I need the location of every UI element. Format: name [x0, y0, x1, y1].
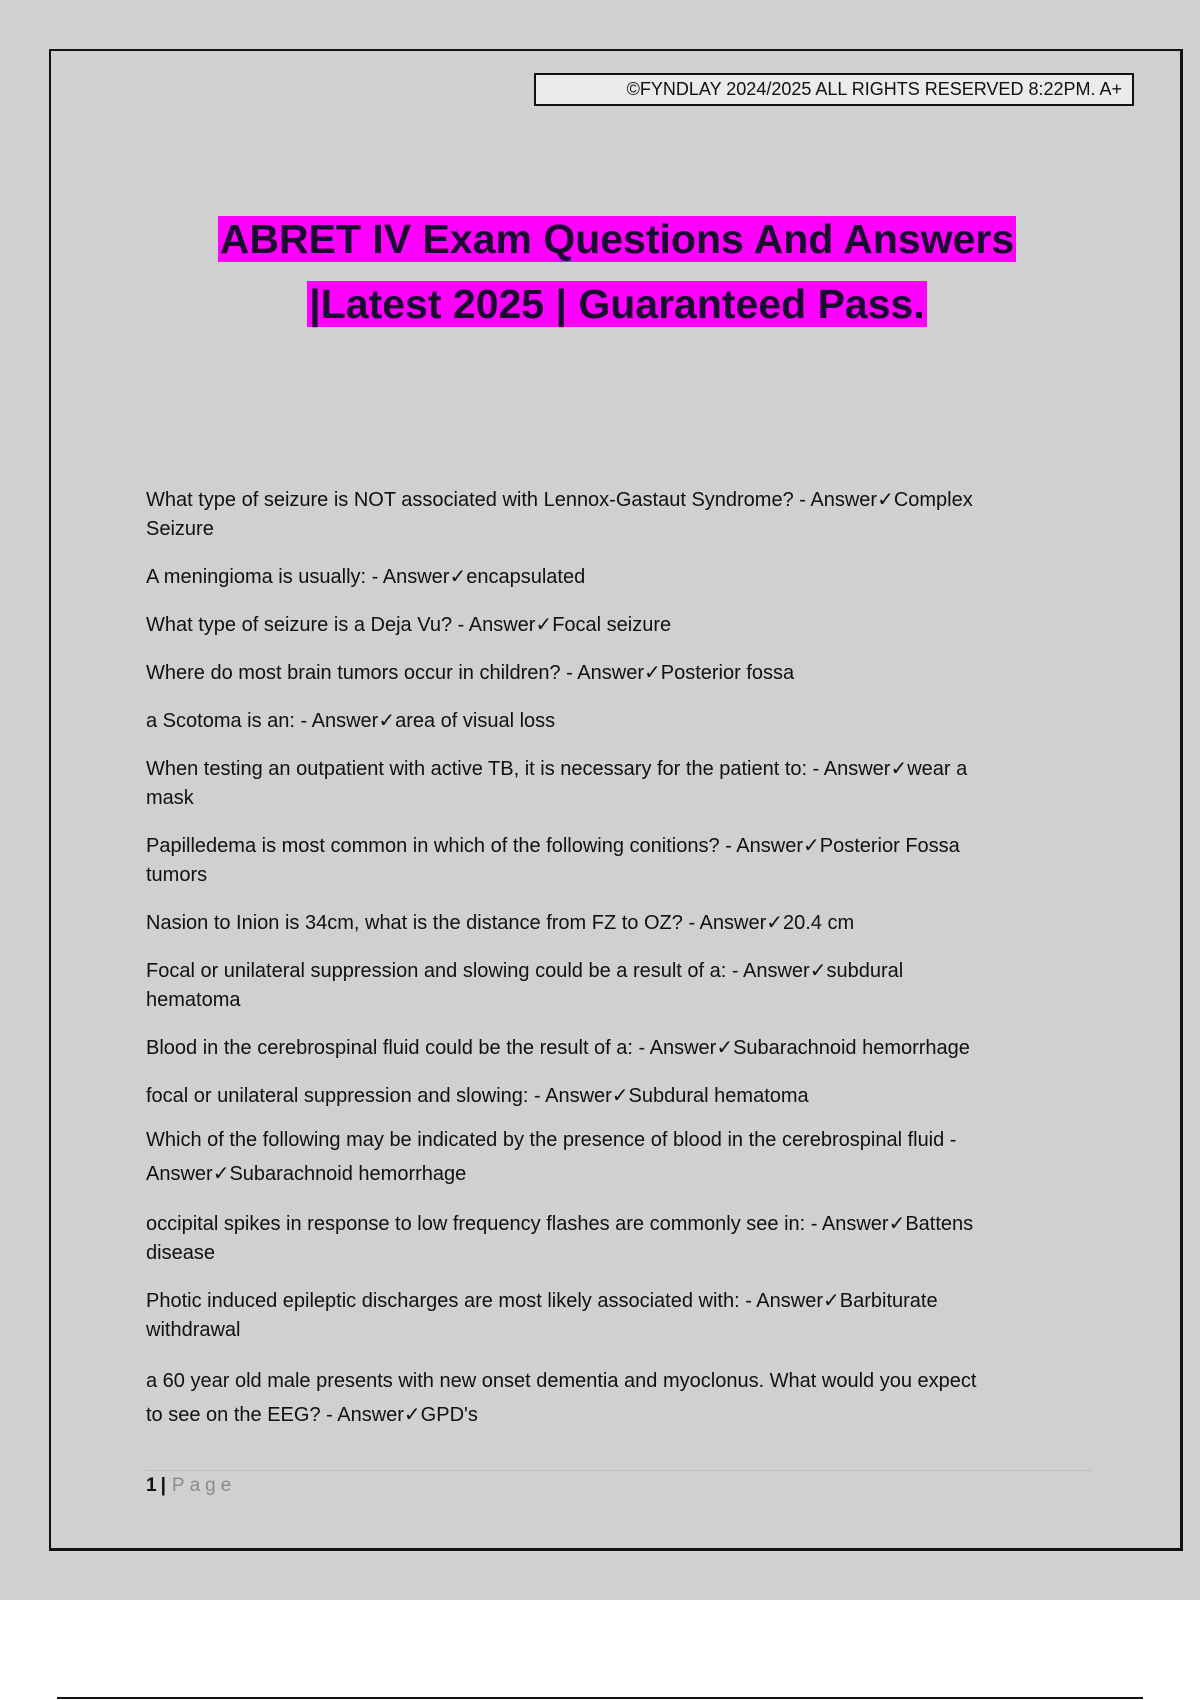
- qa-item: [146, 659, 1091, 688]
- qa-text-cont: withdrawal: [146, 1319, 241, 1341]
- qa-text: Focal or unilateral suppression and slowing could be a result of a: - Answer✓subdural: [146, 960, 904, 982]
- page-label: Page: [171, 1475, 237, 1496]
- qa-text-cont: tumors: [146, 864, 208, 886]
- qa-text-cont: hematoma: [146, 989, 241, 1011]
- qa-text: focal or unilateral suppression and slowing: - Answer✓Subdural hematoma: [146, 1085, 809, 1107]
- qa-item: [146, 1082, 1091, 1111]
- qa-text: When testing an outpatient with active TB, it is necessary for the patient to: - Answer✓wear a: [146, 758, 968, 780]
- qa-item: [146, 1210, 1091, 1268]
- qa-text: Photic induced epileptic discharges are most likely associated with: - Answer✓Barbiturate: [146, 1290, 938, 1312]
- page-number: [146, 1473, 236, 1499]
- document-title: [100, 207, 1134, 337]
- qa-text: Papilledema is most common in which of the following conitions? - Answer✓Posterior Fossa: [146, 835, 960, 857]
- qa-text-cont: mask: [146, 787, 194, 809]
- qa-text-cont: Seizure: [146, 518, 214, 540]
- qa-item: [146, 832, 1091, 890]
- qa-item: [146, 486, 1091, 544]
- qa-text: a Scotoma is an: - Answer✓area of visual loss: [146, 710, 556, 732]
- qa-text: What type of seizure is NOT associated with Lennox-Gastaut Syndrome? - Answer✓Complex: [146, 489, 973, 511]
- qa-item: [146, 909, 1091, 938]
- footer-divider: [146, 1470, 1092, 1471]
- title-line-2: |Latest 2025 | Guaranteed Pass.: [309, 281, 925, 327]
- qa-item: [146, 957, 1091, 1015]
- qa-item: [146, 1123, 1091, 1191]
- qa-item: [146, 1287, 1091, 1345]
- qa-text: What type of seizure is a Deja Vu? - Answer✓Focal seizure: [146, 614, 672, 636]
- next-page-rule: [57, 1697, 1143, 1699]
- qa-text: Blood in the cerebrospinal fluid could be the result of a: - Answer✓Subarachnoid hemorrhage: [146, 1037, 970, 1059]
- qa-item: [146, 707, 1091, 736]
- qa-text: occipital spikes in response to low frequency flashes are commonly see in: - Answer✓Battens: [146, 1213, 974, 1235]
- qa-item: [146, 1034, 1091, 1063]
- qa-item: [146, 755, 1091, 813]
- qa-item: [146, 563, 1091, 592]
- title-line-1: ABRET IV Exam Questions And Answers: [219, 216, 1015, 262]
- qa-text-cont: to see on the EEG? - Answer✓GPD's: [146, 1404, 478, 1426]
- qa-list: [146, 486, 1091, 1451]
- qa-text: Which of the following may be indicated by the presence of blood in the cerebrospinal fluid -: [146, 1129, 957, 1151]
- copyright-notice: [534, 73, 1134, 106]
- qa-text: Where do most brain tumors occur in children? - Answer✓Posterior fossa: [146, 662, 795, 684]
- qa-item: [146, 611, 1091, 640]
- qa-text: Nasion to Inion is 34cm, what is the distance from FZ to OZ? - Answer✓20.4 cm: [146, 912, 855, 934]
- qa-text: a 60 year old male presents with new onset dementia and myoclonus. What would you expect: [146, 1370, 977, 1392]
- qa-text-cont: Answer✓Subarachnoid hemorrhage: [146, 1163, 467, 1185]
- qa-text: A meningioma is usually: - Answer✓encapsulated: [146, 566, 586, 588]
- qa-text-cont: disease: [146, 1242, 215, 1264]
- copyright-text: ©FYNDLAY 2024/2025 ALL RIGHTS RESERVED 8:22PM. A+: [626, 79, 1122, 99]
- qa-item: [146, 1364, 1091, 1432]
- page-number-value: 1: [146, 1475, 157, 1496]
- page-number-separator: |: [160, 1475, 166, 1496]
